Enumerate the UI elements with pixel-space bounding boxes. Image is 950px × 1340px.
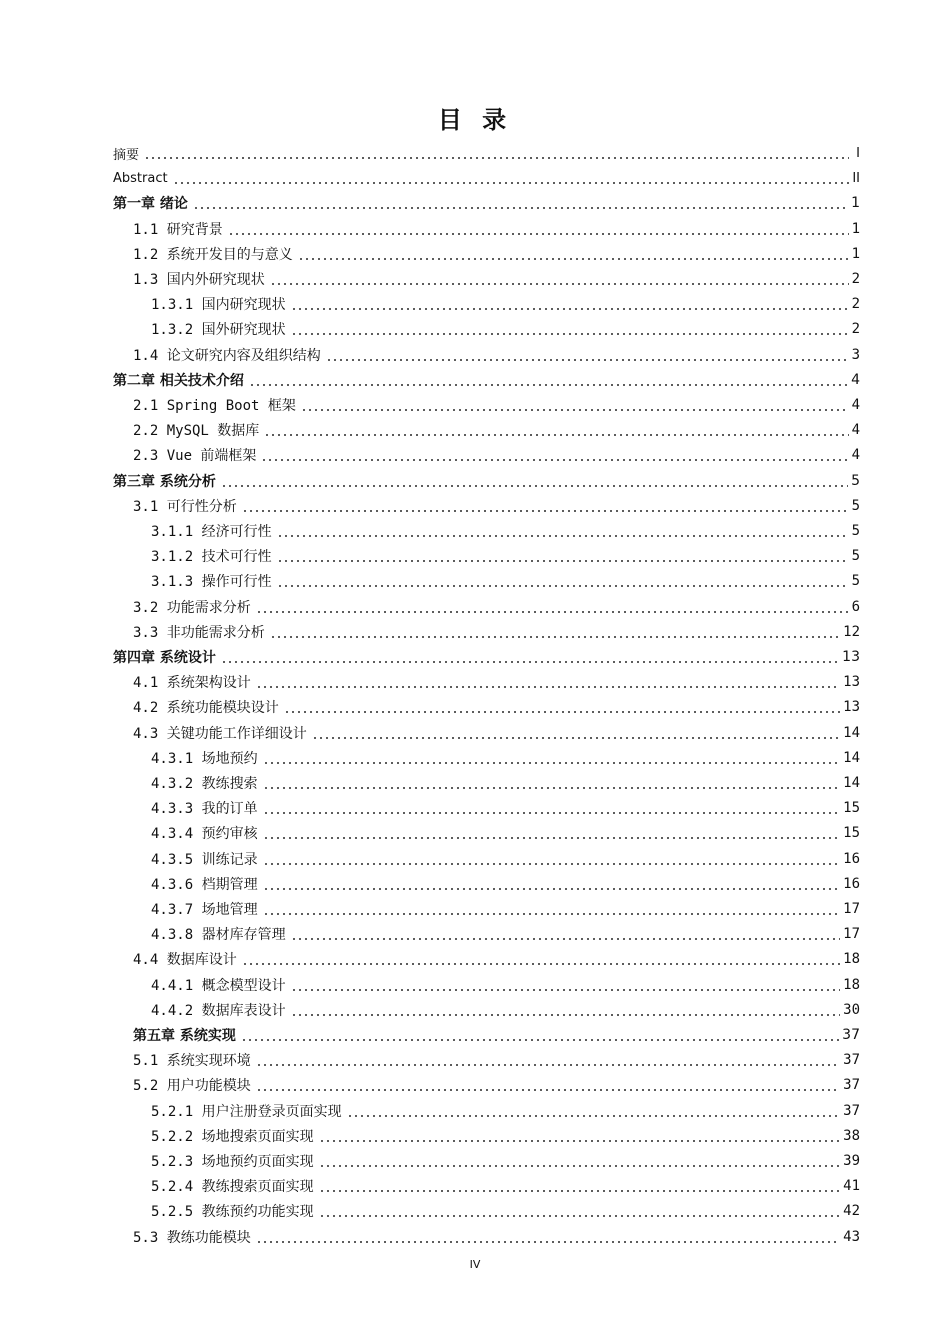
dot-leader — [277, 545, 849, 567]
dot-leader — [264, 419, 848, 441]
toc-entry[interactable] — [151, 873, 860, 895]
dot-leader — [263, 747, 841, 769]
toc-entry-page: 17 — [843, 901, 860, 917]
toc-entry-page: II — [852, 170, 860, 186]
toc-entry[interactable] — [113, 192, 860, 214]
toc-entry-page: 16 — [843, 875, 860, 892]
dot-leader — [301, 394, 849, 416]
toc-entry-page: 15 — [843, 825, 860, 842]
toc-entry-label: 2.2 MySQL 数据库 — [133, 423, 260, 440]
toc-entry[interactable] — [151, 520, 860, 542]
toc-entry-page: 1 — [851, 245, 860, 262]
toc-entry-label: 2.1 Spring Boot 框架 — [133, 398, 296, 414]
toc-entry[interactable] — [133, 1049, 860, 1071]
toc-entry[interactable] — [151, 1100, 860, 1122]
toc-entry-label: 4.3.7 场地管理 — [151, 902, 258, 918]
dot-leader — [173, 167, 849, 189]
dot-leader — [277, 570, 849, 592]
dot-leader — [284, 696, 840, 718]
toc-entry[interactable] — [133, 444, 860, 466]
toc-entry-label: 4.3.6 档期管理 — [151, 876, 258, 893]
toc-entry-page: 5 — [851, 523, 860, 539]
toc-entry[interactable] — [113, 470, 860, 492]
toc-entry-label: 4.3.8 器材库存管理 — [151, 927, 286, 944]
toc-entry[interactable] — [151, 1150, 860, 1172]
dot-leader — [319, 1200, 841, 1222]
dot-leader — [263, 898, 841, 920]
toc-entry-label: 3.1.2 技术可行性 — [151, 549, 272, 566]
toc-entry[interactable] — [151, 898, 860, 920]
dot-leader — [193, 192, 848, 214]
dot-leader — [263, 848, 841, 870]
toc-entry-label: 第一章 绪论 — [113, 196, 188, 213]
toc-entry-label: 3.1.3 操作可行性 — [151, 574, 272, 591]
dot-leader — [291, 318, 849, 340]
toc-entry[interactable] — [151, 570, 860, 592]
toc-entry-label: 3.2 功能需求分析 — [133, 599, 251, 616]
toc-entry-page: 4 — [851, 371, 860, 388]
toc-entry-label: 第二章 相关技术介绍 — [113, 372, 244, 389]
toc-entry[interactable] — [151, 999, 860, 1021]
toc-entry-label: 1.1 研究背景 — [133, 221, 223, 238]
toc-entry[interactable] — [151, 822, 860, 844]
dot-leader — [326, 344, 849, 366]
toc-entry-label: 4.4.1 概念模型设计 — [151, 977, 286, 994]
toc-entry[interactable] — [133, 394, 860, 416]
toc-entry-page: 2 — [851, 321, 860, 338]
dot-leader — [270, 621, 840, 643]
toc-entry-label: 3.1 可行性分析 — [133, 498, 237, 515]
toc-entry[interactable] — [151, 923, 860, 945]
toc-entry-label: 5.2.2 场地搜索页面实现 — [151, 1128, 314, 1145]
toc-entry-label: 2.3 Vue 前端框架 — [133, 448, 257, 465]
toc-entry[interactable] — [133, 419, 860, 441]
toc-entry-page: 16 — [843, 850, 860, 867]
toc-entry[interactable] — [133, 218, 860, 240]
toc-entry-label: 4.3.1 场地预约 — [151, 750, 258, 767]
dot-leader — [319, 1175, 841, 1197]
toc-entry-label: 第五章 系统实现 — [133, 1028, 236, 1044]
page-title: 目 录 — [437, 106, 513, 134]
toc-entry[interactable] — [133, 268, 860, 290]
toc-entry-label: 4.4 数据库设计 — [133, 952, 237, 969]
toc-entry-page: 13 — [843, 699, 860, 716]
dot-leader — [256, 671, 840, 693]
toc-entry-page: 6 — [851, 598, 860, 615]
dot-leader — [144, 142, 849, 164]
dot-leader — [291, 293, 849, 315]
toc-entry-label: Abstract — [113, 170, 168, 186]
toc-entry-page: 4 — [851, 422, 860, 439]
toc-entry-label: 5.2.3 场地预约页面实现 — [151, 1154, 314, 1170]
dot-leader — [228, 218, 849, 240]
toc-entry-label: 3.3 非功能需求分析 — [133, 624, 265, 641]
toc-entry-label: 1.3.2 国外研究现状 — [151, 322, 286, 339]
dot-leader — [312, 722, 840, 744]
toc-entry-label: 摘要 — [113, 147, 140, 163]
dot-leader — [298, 243, 849, 265]
dot-leader — [291, 974, 841, 996]
toc-entry[interactable] — [151, 1125, 860, 1147]
toc-entry-page: 30 — [843, 1001, 860, 1018]
toc-entry-label: 5.1 系统实现环境 — [133, 1053, 251, 1070]
toc-entry-page: 37 — [842, 1027, 860, 1043]
toc-entry-label: 4.3.2 教练搜索 — [151, 776, 258, 792]
toc-entry[interactable] — [151, 1200, 860, 1222]
toc-entry[interactable] — [151, 545, 860, 567]
toc-entry-label: 5.2.1 用户注册登录页面实现 — [151, 1103, 342, 1120]
toc-entry[interactable] — [151, 1175, 860, 1197]
toc-entry-label: 1.3 国内外研究现状 — [133, 272, 265, 288]
dot-leader — [270, 268, 849, 290]
toc-entry[interactable] — [133, 1074, 860, 1096]
toc-entry-page: 14 — [843, 775, 860, 791]
toc-entry-page: 39 — [843, 1153, 860, 1169]
toc-entry[interactable] — [151, 848, 860, 870]
toc-entry[interactable] — [133, 495, 860, 517]
toc-entry-page: 38 — [843, 1127, 860, 1144]
toc-entry-page: 5 — [851, 573, 860, 590]
toc-entry-page: 1 — [851, 195, 860, 212]
toc-entry-page: 2 — [851, 296, 860, 313]
dot-leader — [241, 1024, 839, 1046]
toc-entry-label: 1.3.1 国内研究现状 — [151, 297, 286, 314]
dot-leader — [277, 520, 849, 542]
toc-entry-page: 18 — [843, 951, 860, 968]
toc-entry[interactable] — [113, 167, 860, 189]
toc-entry-page: 42 — [843, 1203, 860, 1220]
dot-leader — [319, 1150, 841, 1172]
dot-leader — [242, 495, 849, 517]
toc-entry[interactable] — [133, 344, 860, 366]
dot-leader — [263, 772, 841, 794]
toc-entry[interactable] — [133, 696, 860, 718]
dot-leader — [256, 596, 849, 618]
dot-leader — [291, 923, 841, 945]
toc-entry-label: 4.3.5 训练记录 — [151, 851, 258, 868]
toc-entry[interactable] — [151, 797, 860, 819]
toc-entry-page: I — [856, 145, 860, 161]
dot-leader — [256, 1049, 840, 1071]
toc-entry-label: 1.4 论文研究内容及组织结构 — [133, 347, 321, 364]
toc-entry-label: 5.3 教练功能模块 — [133, 1229, 251, 1246]
toc-entry-page: 37 — [843, 1052, 860, 1069]
toc-entry-label: 5.2 用户功能模块 — [133, 1078, 251, 1095]
dot-leader — [221, 470, 848, 492]
toc-entry[interactable] — [133, 671, 860, 693]
toc-entry[interactable] — [151, 772, 860, 794]
toc-entry-page: 43 — [843, 1228, 860, 1245]
toc-entry[interactable] — [113, 646, 860, 668]
toc-entry-label: 4.3.3 我的订单 — [151, 801, 258, 818]
toc-entry[interactable] — [113, 369, 860, 391]
toc-entry-label: 4.1 系统架构设计 — [133, 675, 251, 692]
toc-entry-page: 14 — [843, 749, 860, 766]
toc-entry-label: 1.2 系统开发目的与意义 — [133, 246, 293, 263]
dot-leader — [263, 797, 841, 819]
dot-leader — [249, 369, 848, 391]
dot-leader — [263, 873, 841, 895]
toc-entry[interactable] — [113, 142, 860, 164]
toc-entry-label: 4.3.4 预约审核 — [151, 826, 258, 843]
toc-entry-page: 15 — [843, 800, 860, 817]
toc-entry[interactable] — [133, 1024, 860, 1046]
toc-entry[interactable] — [133, 1226, 860, 1248]
toc-entry[interactable] — [151, 974, 860, 996]
dot-leader — [221, 646, 839, 668]
toc-entry-page: 14 — [843, 724, 860, 741]
toc-entry-label: 4.4.2 数据库表设计 — [151, 1002, 286, 1019]
toc-entry[interactable] — [151, 293, 860, 315]
toc-entry-page: 4 — [851, 397, 860, 413]
toc-entry[interactable] — [133, 722, 860, 744]
toc-entry-label: 5.2.4 教练搜索页面实现 — [151, 1179, 314, 1196]
toc-entry-label: 4.3 关键功能工作详细设计 — [133, 725, 307, 742]
toc-entry-page: 37 — [843, 1077, 860, 1094]
toc-entry-page: 1 — [851, 220, 860, 237]
toc-entry-label: 第四章 系统设计 — [113, 650, 216, 666]
dot-leader — [347, 1100, 841, 1122]
toc-entry-page: 3 — [851, 346, 860, 363]
toc-entry-page: 5 — [851, 497, 860, 514]
toc-entry[interactable] — [151, 318, 860, 340]
toc-entry-page: 41 — [843, 1178, 860, 1195]
dot-leader — [319, 1125, 841, 1147]
dot-leader — [256, 1226, 840, 1248]
toc-entry-page: 5 — [851, 472, 860, 489]
toc-entry-page: 17 — [843, 926, 860, 943]
dot-leader — [261, 444, 848, 466]
toc-entry-page: 13 — [842, 649, 860, 665]
toc-entry-page: 2 — [851, 271, 860, 287]
dot-leader — [291, 999, 841, 1021]
dot-leader — [256, 1074, 840, 1096]
toc-entry-page: 18 — [843, 976, 860, 993]
toc-entry-label: 5.2.5 教练预约功能实现 — [151, 1204, 314, 1221]
toc-entry-page: 37 — [843, 1102, 860, 1119]
toc-entry[interactable] — [133, 243, 860, 265]
page-number-footer: IV — [469, 1258, 481, 1271]
toc-entry-label: 第三章 系统分析 — [113, 473, 216, 490]
dot-leader — [263, 822, 841, 844]
toc-entry-label: 4.2 系统功能模块设计 — [133, 700, 279, 717]
toc-entry-page: 4 — [851, 447, 860, 464]
toc-entry-page: 12 — [843, 623, 860, 640]
toc-entry[interactable] — [133, 621, 860, 643]
toc-entry-page: 5 — [851, 548, 860, 565]
toc-entry[interactable] — [133, 596, 860, 618]
toc-entry-label: 3.1.1 经济可行性 — [151, 524, 272, 540]
toc-entry[interactable] — [133, 948, 860, 970]
toc-entry[interactable] — [151, 747, 860, 769]
dot-leader — [242, 948, 840, 970]
toc-entry-page: 13 — [843, 674, 860, 691]
